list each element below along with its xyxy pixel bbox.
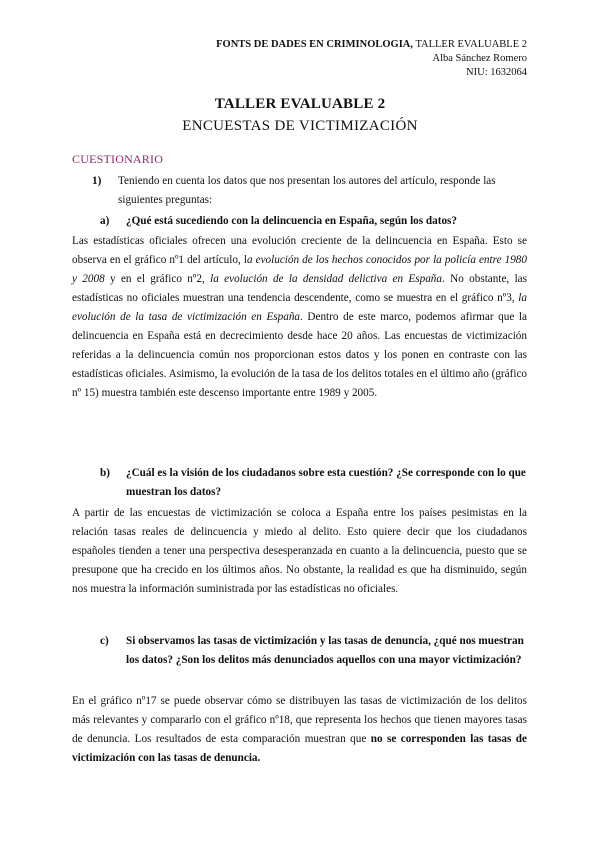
header-niu: NIU: 1632064	[466, 67, 527, 78]
question-1-number: 1)	[92, 175, 102, 187]
answer-b: A partir de las encuestas de victimización se coloca a España entre los países pesimistas en la relación tasas reales de delincuencia y miedo al delito. Esto quiere decir que los ciudadanos españoles tienden a tener una perspectiva desesperanzada en cuanto a la delincuencia, puesto que se presupone que ha crecido en los últimos años. No obstante, la realidad es que ha disminuido, según nos muestra la información suministrada por las estadísticas no oficiales.	[72, 507, 527, 595]
question-c-label: c)	[100, 635, 109, 647]
question-a	[100, 212, 526, 231]
page-title: TALLER EVALUABLE 2	[214, 96, 386, 112]
answer-a-text-4: . Dentro de este marco, podemos afirmar que la delincuencia en España está en decrecimiento desde hace 20 años. Las encuestas de victimización referidas a la delincuencia común nos proporcionan estos datos y los ponen en contraste con las estadísticas oficiales. Asimismo, la evolución de la tasa de los delitos totales en el último año (gráfico nº 15) muestra también este descenso importante entre 1989 y 2005.	[72, 311, 528, 399]
answer-c-bold: no se corresponden las tasas de victimización con las tasas de denuncia.	[72, 733, 527, 764]
question-b	[100, 464, 526, 502]
answer-c-text: En el gráfico nº17 se puede observar cómo se distribuyen las tasas de victimización de los delitos más relevantes y compararlo con el gráfico nº18, que representa los hechos que tienen mayores tasas de denuncia. Los resultados de esta comparación muestran que	[72, 695, 527, 745]
question-b-label: b)	[100, 467, 110, 479]
question-c	[100, 632, 526, 670]
answer-a-italic-1: a evolución de los hechos conocidos por la policía entre 1980 y 2008	[72, 254, 527, 285]
section-heading: CUESTIONARIO	[72, 152, 164, 166]
answer-a-italic-3: la evolución de la tasa de victimización en España	[72, 292, 527, 323]
header-course	[216, 38, 527, 51]
answer-a-text-3: . No obstante, las estadísticas no oficiales muestran una tendencia descendente, como se muestra en el gráfico nº3,	[72, 273, 528, 304]
answer-a	[72, 232, 527, 403]
question-1	[92, 172, 528, 210]
question-b-text: ¿Cuál es la visión de los ciudadanos sobre esta cuestión? ¿Se corresponde con lo que muestran los datos?	[126, 467, 526, 498]
answer-c	[72, 692, 527, 768]
question-c-text: Si observamos las tasas de victimización y las tasas de denuncia, ¿qué nos muestran los datos? ¿Son los delitos más denunciados aquellos con una mayor victimización?	[126, 635, 524, 666]
header-course-rest: TALLER EVALUABLE 2	[413, 39, 527, 50]
page-subtitle: ENCUESTAS DE VICTIMIZACIÓN	[182, 118, 418, 134]
header-author: Alba Sánchez Romero	[432, 53, 527, 64]
header-course-bold: FONTS DE DADES EN CRIMINOLOGIA,	[216, 39, 414, 50]
answer-a-text-2: y en el gráfico nº2,	[104, 273, 211, 285]
answer-a-italic-2: la evolución de la densidad delictiva en España	[210, 273, 442, 285]
question-a-label: a)	[100, 215, 110, 227]
question-1-text: Teniendo en cuenta los datos que nos presentan los autores del artículo, responde las siguientes preguntas:	[118, 175, 496, 206]
answer-a-text-1: Las estadísticas oficiales ofrecen una evolución creciente de la delincuencia en España. Esto se observa en el gráfico nº1 del artículo, l	[72, 235, 527, 266]
question-a-text: ¿Qué está sucediendo con la delincuencia en España, según los datos?	[126, 215, 458, 227]
